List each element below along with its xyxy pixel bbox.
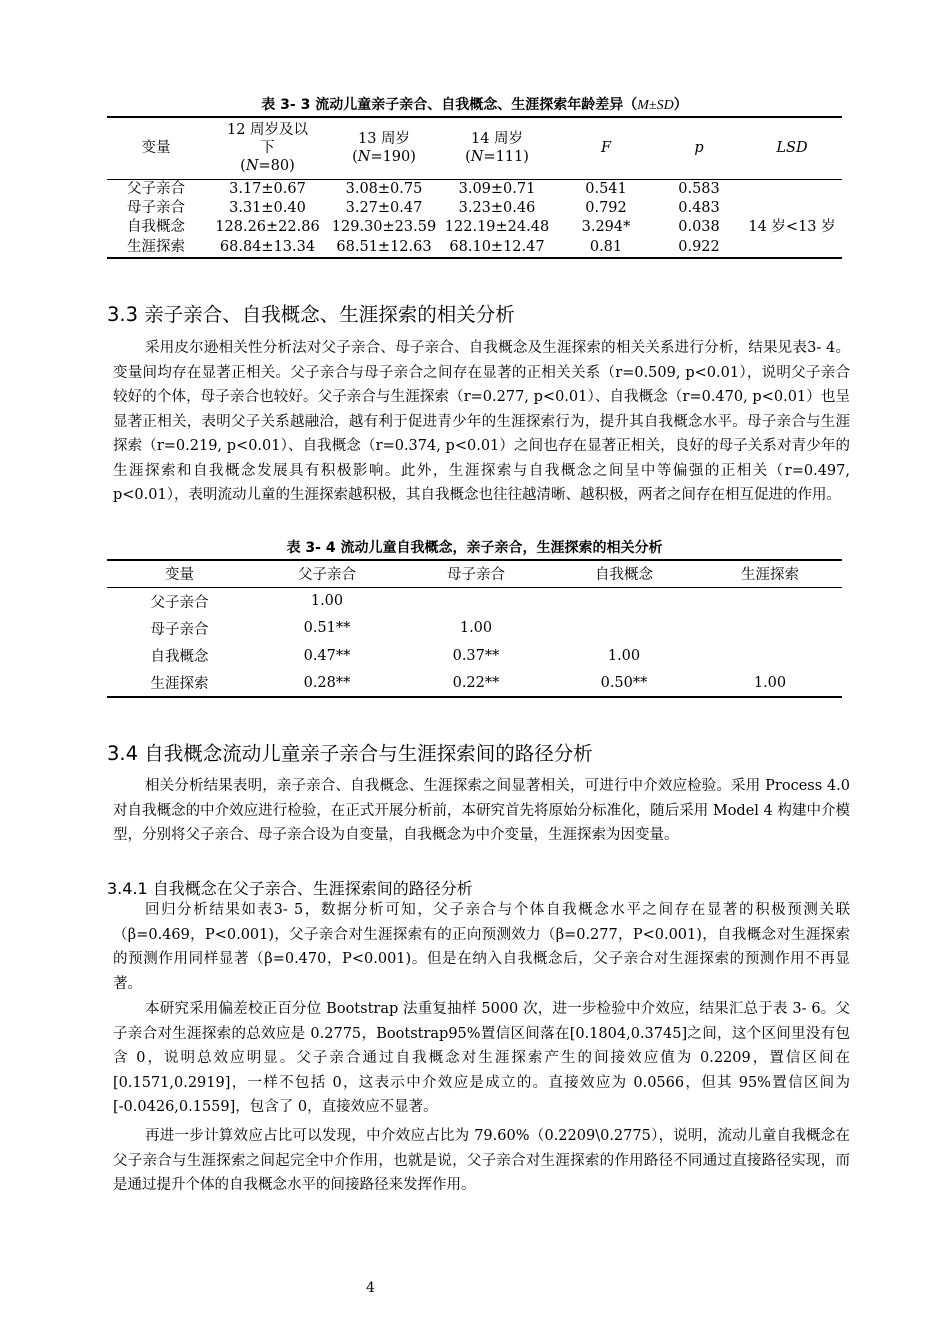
paragraph: 采用皮尔逊相关性分析法对父子亲合、母子亲合、自我概念及生涯探索的相关关系进行分析，结果见表3- 4。变量间均存在显著正相关。父子亲合与母子亲合之间存在显著的正相关关系（r=0.509, p<0.01），说明父子亲合较好的个体，母子亲合也较好。父子亲合与生涯探索（r=0.277, p<0.01）、自我概念（r=0.470, p<0.01）也呈显著正相关，表明父子关系越融洽，越有利于促进青少年的生涯探索行为，提升其自我概念水平。母子亲合与生涯探索（r=0.219, p<0.01）、自我概念（r=0.374, p<0.01）之间也存在显著正相关，良好的母子关系对青少年的生涯探索和自我概念发展具有积极影响。此外，生涯探索与自我概念之间呈中等偏强的正相关（r=0.497, p<0.01），表明流动儿童的生涯探索越积极，其自我概念也往往越清晰、越积极，两者之间存在相互促进的作用。: [113, 340, 850, 503]
table-3-4-caption: 表 3- 4 流动儿童自我概念，亲子亲合，生涯探索的相关分析: [286, 540, 663, 556]
section-heading-3-3: 3.3 亲子亲合、自我概念、生涯探索的相关分析: [107, 303, 515, 326]
table-3-4: [107, 559, 842, 698]
paragraph: 回归分析结果如表3- 5，数据分析可知，父子亲合与个体自我概念水平之间存在显著的积极预测关联（β=0.469，P<0.001)，父子亲合对生涯探索有的正向预测效力（β=0.277，P<0.001)，自我概念对生涯探索的预测作用同样显著（β=0.470，P<0.001)。但是在纳入自我概念后，父子亲合对生涯探索的预测作用不再显著。: [113, 902, 850, 992]
table-3-3: [107, 116, 842, 259]
header-group-14: 14 周岁 (N=111): [465, 131, 529, 166]
header-p: p: [694, 140, 704, 157]
paragraph: 本研究采用偏差校正百分位 Bootstrap 法重复抽样 5000 次，进一步检验中介效应，结果汇总于表 3- 6。父子亲合对生涯探索的总效应是 0.2775，Bootstrap95%置信区间落在[0.1804,0.3745]之间，这个区间里没有包含 0，说明总效应明显。父子亲合通过自我概念对生涯探索产生的间接效应值为 0.2209，置信区间在[0.1571,0.2919]，一样不包括 0，这表示中介效应是成立的。直接效应为 0.0566，但其 95%置信区间为[-0.0426,0.1559]，包含了 0，直接效应不显著。: [113, 1001, 850, 1115]
table-row: 自我概念 128.26±22.86 129.30±23.59 122.19±24.48 3.294* 0.038 14 岁<13 岁: [127, 219, 836, 236]
table-header-row: 变量 父子亲合 母子亲合 自我概念 生涯探索: [107, 560, 842, 587]
header-group-13: 13 周岁 (N=190): [352, 131, 416, 166]
table-header-row: [107, 117, 842, 179]
header-f: F: [600, 140, 612, 157]
table-row: 生涯探索 68.84±13.34 68.51±12.63 68.10±12.47 0.81 0.922: [127, 238, 720, 255]
header-lsd: LSD: [776, 140, 808, 157]
table-row: 生涯探索 0.28** 0.22** 0.50** 1.00: [150, 674, 787, 693]
table-row: 父子亲合 1.00: [150, 593, 344, 611]
section-heading-3-4: 3.4 自我概念流动儿童亲子亲合与生涯探索间的路径分析: [107, 742, 593, 765]
page-number: 4: [366, 1280, 375, 1296]
table-row: 自我概念 0.47** 0.37** 1.00: [150, 647, 641, 666]
paragraph: 再进一步计算效应占比可以发现，中介效应占比为 79.60%（0.2209\0.2775），说明，流动儿童自我概念在父子亲合与生涯探索之间起完全中介作用，也就是说，父子亲合对生涯探索的作用路径不同通过直接路径实现，而是通过提升个体的自我概念水平的间接路径来发挥作用。: [113, 1128, 850, 1193]
table-row: 母子亲合 0.51** 1.00: [150, 620, 493, 638]
subsection-heading-3-4-1: 3.4.1 自我概念在父子亲合、生涯探索间的路径分析: [107, 879, 473, 898]
paragraph: 相关分析结果表明，亲子亲合、自我概念、生涯探索之间显著相关，可进行中介效应检验。采用 Process 4.0 对自我概念的中介效应进行检验，在正式开展分析前，本研究首先将原始分标准化，随后采用 Model 4 构建中介模型，分别将父子亲合、母子亲合设为自变量，自我概念为中介变量，生涯探索为因变量。: [113, 778, 850, 843]
table-row: 母子亲合 3.31±0.40 3.27±0.47 3.23±0.46 0.792 0.483: [127, 199, 720, 216]
header-variable: 变量: [141, 140, 171, 157]
table-row: 父子亲合 3.17±0.67 3.08±0.75 3.09±0.71 0.541 0.583: [127, 180, 720, 197]
table-3-3-caption: 表 3- 3 流动儿童亲子亲合、自我概念、生涯探索年龄差异（M±SD）: [261, 97, 688, 113]
header-group-12: 12 周岁及以 下 (N=80): [226, 122, 309, 175]
